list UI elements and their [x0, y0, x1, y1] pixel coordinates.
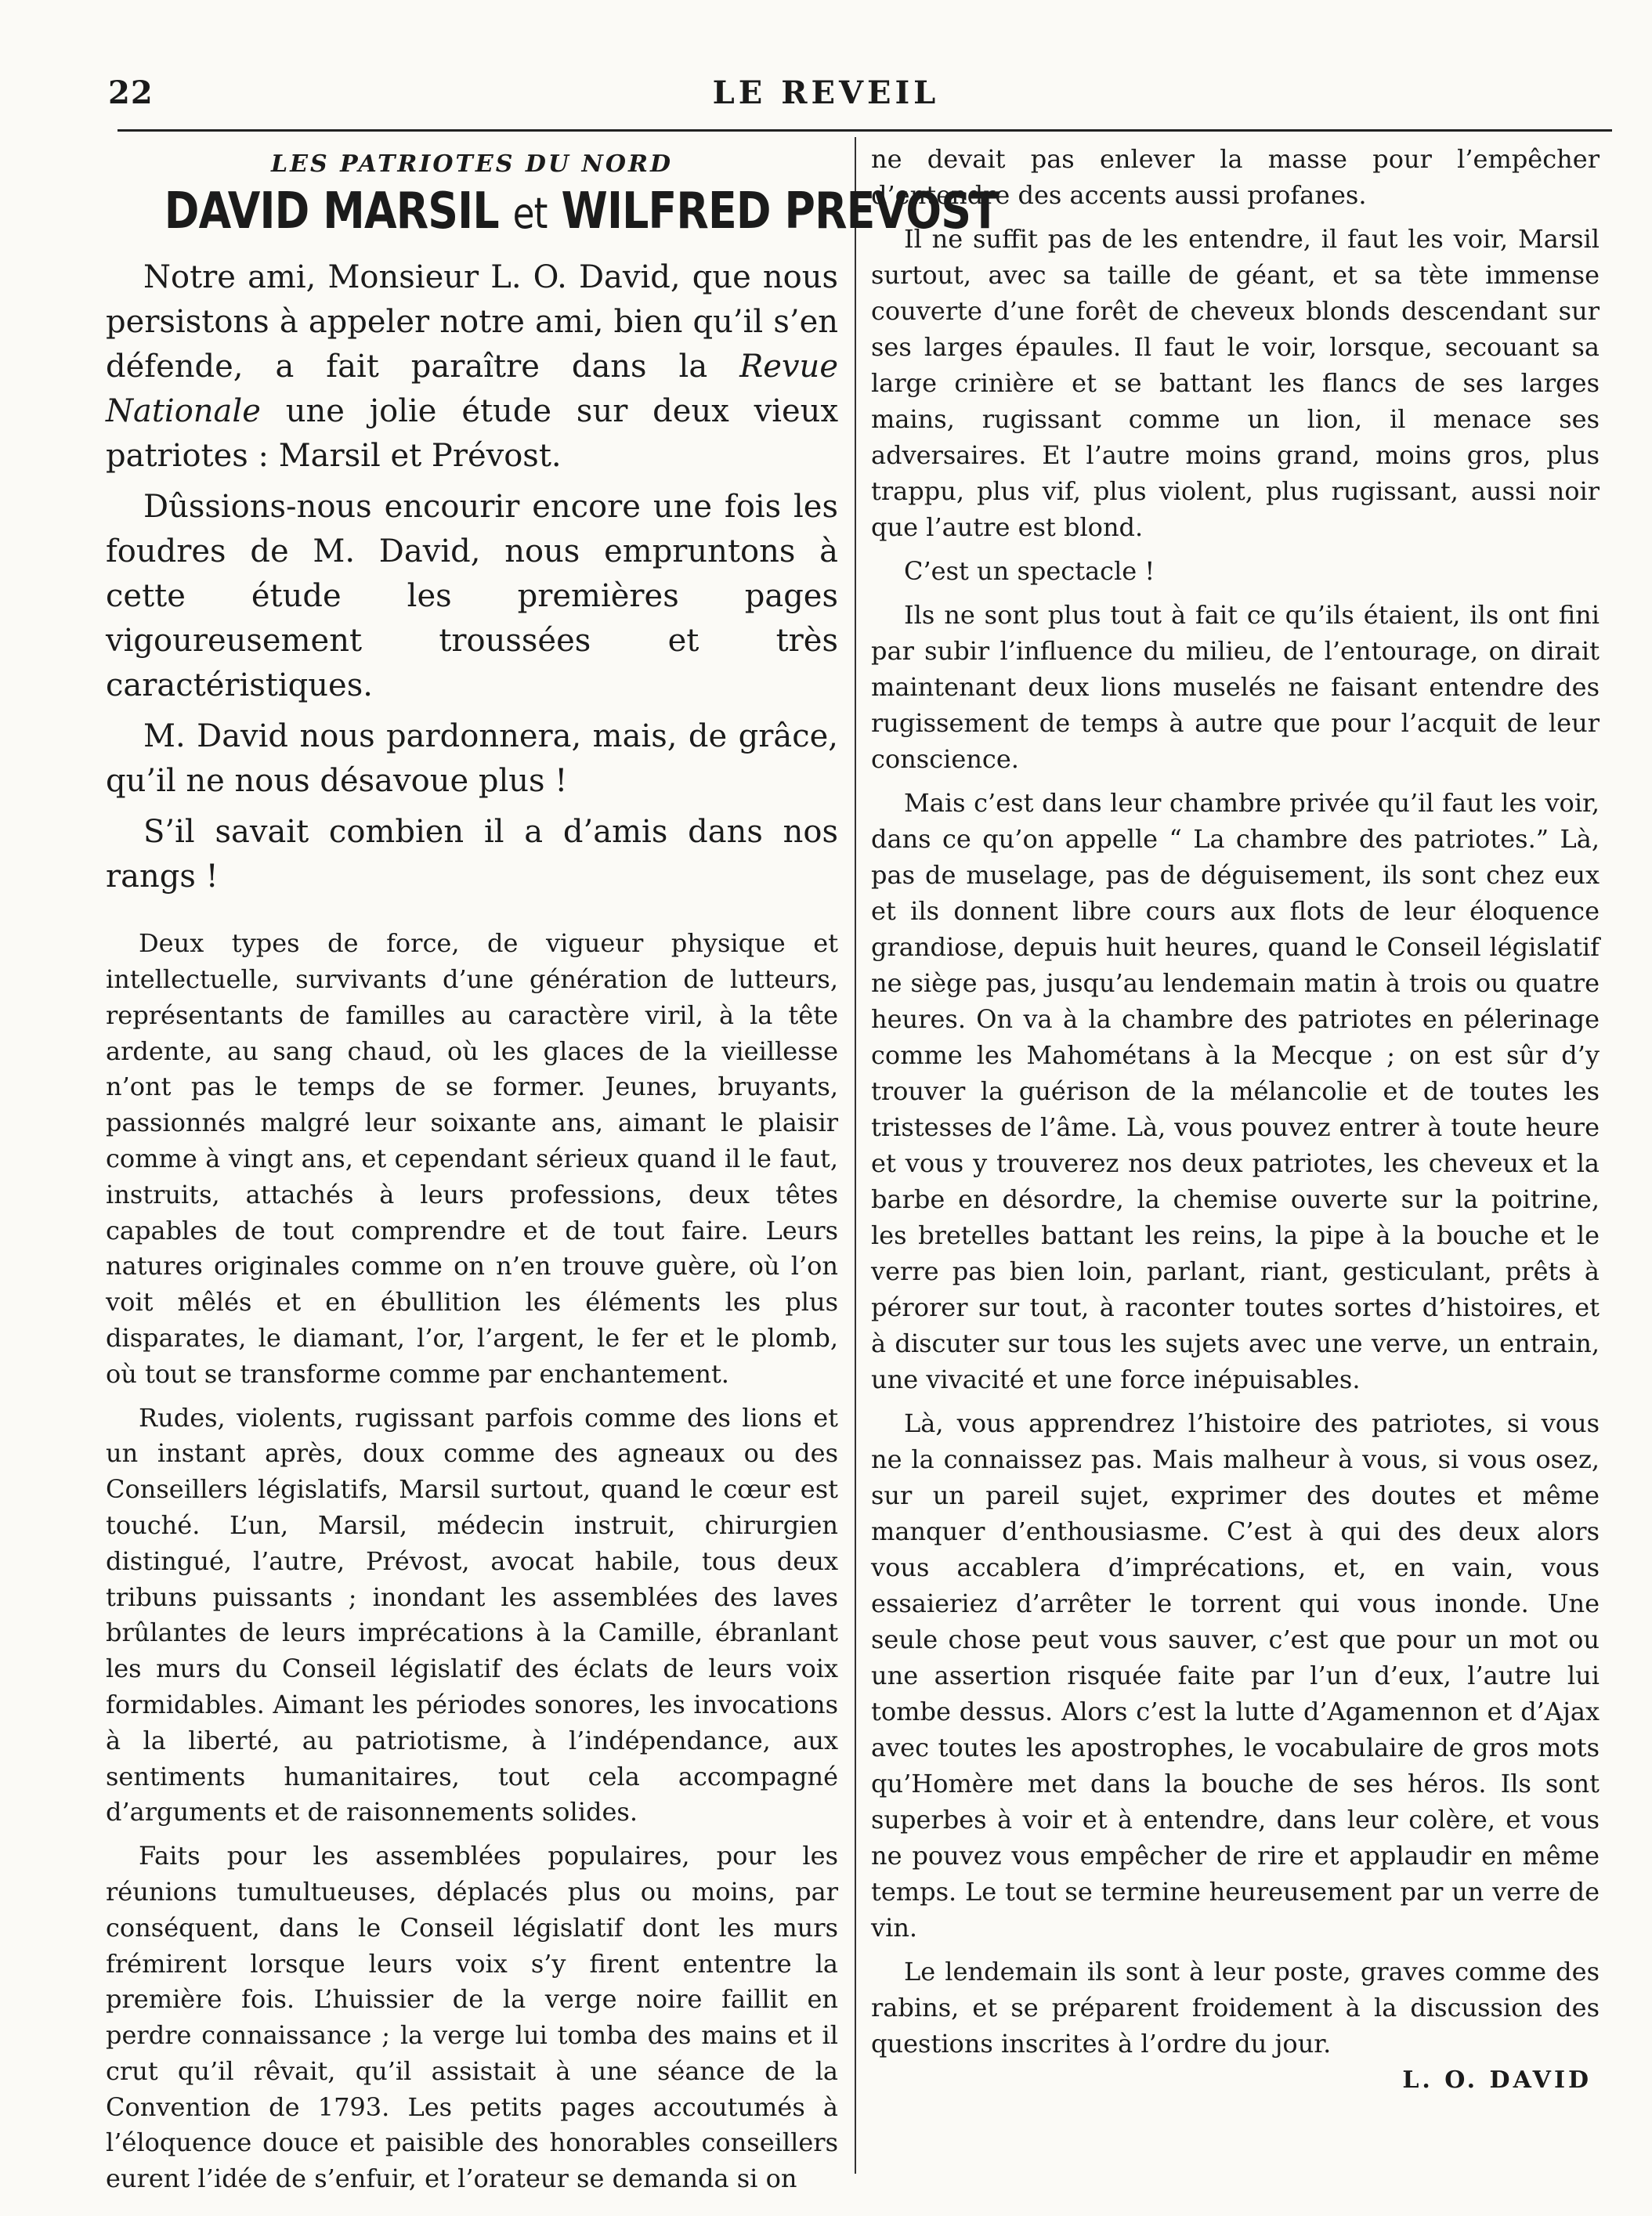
left-column: [106, 141, 999, 2205]
body-paragraph: Là, vous apprendrez l’histoire des patriotes, si vous ne la connaissez pas. Mais malheur à vous, si vous osez, sur un pareil sujet, exprimer des doutes et même manquer d’enthousiasme. C’est à qui des deux alors vous accablera d’imprécations, et, en vain, vous essaieriez d’arrêter le torrent qui vous inonde. Une seule chose peut vous sauver, c’est que pour un mot ou une assertion risquée faite par l’un d’eux, l’autre lui tombe dessus. Alors c’est la lutte d’Agamennon et d’Ajax avec toutes les apostrophes, le vocabulaire de gros mots qu’Homère met dans la bouche de ses héros. Ils sont superbes à voir et à entendre, dans leur colère, et vous ne pouvez vous empêcher de rire et applaudir en même temps. Le tout se termine heureusement par un verre de vin.: [871, 1408, 1600, 1943]
right-body: [871, 141, 1600, 2062]
body-paragraph: Rudes, violents, rugissant parfois comme des lions et un instant après, doux comme des agneaux ou des Conseillers législatifs, Marsil surtout, quand le cœur est touché. L’un, Marsil, médecin instruit, chirurgien distingué, l’autre, Prévost, avocat habile, tous deux tribuns puissants ; inondant les assemblées des laves brûlantes de leurs imprécations à la Camille, ébranlant les murs du Conseil législatif des éclats de leurs voix formidables. Aimant les périodes sonores, les invocations à la liberté, au patriotisme, à l’indépendance, aux sentiments humanitaires, tout cela accompagné d’arguments et de raisonnements solides.: [106, 1402, 838, 1827]
article-kicker: LES PATRIOTES DU NORD: [271, 150, 673, 178]
article-title: [164, 183, 999, 240]
header-rule: [117, 129, 1612, 132]
body-paragraph: Il ne suffit pas de les entendre, il faut les voir, Marsil surtout, avec sa taille de géant, et sa tète immense couverte d’une forêt de cheveux blonds descendant sur ses larges épaules. Il faut le voir, lorsque, secouant sa large crinière et se battant les flancs de ses larges mains, rugissant comme un lion, il menace ses adversaires. Et l’autre moins grand, moins gros, plus trappu, plus vif, plus violent, plus rugissant, aussi noir que l’autre est blond.: [871, 224, 1600, 542]
body-paragraph: C’est un spectacle !: [904, 556, 1155, 586]
running-head: LE REVEIL: [712, 74, 940, 111]
title-conjunction: et: [512, 189, 548, 238]
column-divider: [855, 137, 856, 2174]
page-number: 22: [108, 74, 154, 111]
body-paragraph: Deux types de force, de vigueur physique et intellectuelle, survivants d’une génération de lutteurs, représentants de familles au caractère viril, à la tête ardente, au sang chaud, où les glaces de la vieillesse n’ont pas le temps de se former. Jeunes, bruyants, passionnés malgré leur soixante ans, aimant le plaisir comme à vingt ans, et cependant sérieux quand il le faut, instruits, attachés à leurs professions, deux têtes capables de tout comprendre et de tout faire. Leurs natures originales comme on n’en trouve guère, où l’on voit mêlés et en ébullition les éléments les plus disparates, le diamant, l’or, l’argent, le fer et le plomb, où tout se transforme comme par enchantement.: [106, 928, 838, 1389]
revue-nationale-italic: Revue Nationale: [106, 349, 838, 430]
right-column: [871, 141, 1600, 2094]
lead-paragraph: M. David nous pardonnera, mais, de grâce, qu’il ne nous désavoue plus !: [106, 718, 838, 800]
title-part-2: WILFRED PREVOST: [561, 183, 999, 240]
article-lead: [106, 255, 838, 899]
lead-paragraph: S’il savait combien il a d’amis dans nos rangs !: [106, 814, 838, 895]
title-part-1: DAVID MARSIL: [164, 183, 499, 240]
body-paragraph: Ils ne sont plus tout à fait ce qu’ils étaient, ils ont fini par subir l’influence du milieu, de l’entourage, on dirait maintenant deux lions muselés ne faisant entendre des rugissement de temps à autre que pour l’acquit de leur conscience.: [871, 600, 1600, 774]
body-paragraph: Faits pour les assemblées populaires, pour les réunions tumultueuses, déplacés plus ou moins, par conséquent, dans le Conseil législatif dont les murs frémirent lorsque leurs voix s’y firent ententre la première fois. L’huissier de la verge noire faillit en perdre connaissance ; la verge lui tomba des mains et il crut qu’il rêvait, qu’il assistait à une séance de la Convention de 1793. Les petits pages accoutumés à l’éloquence douce et paisible des honorables conseillers eurent l’idée de s’enfuir, et l’orateur se demanda si on: [106, 1841, 838, 2194]
author-signature: L. O. DAVID: [1402, 2066, 1592, 2094]
body-paragraph: Mais c’est dans leur chambre privée qu’il faut les voir, dans ce qu’on appelle “ La chambre des patriotes.” Là, pas de muselage, pas de déguisement, ils sont chez eux et ils donnent libre cours aux flots de leur éloquence grandiose, depuis huit heures, quand le Conseil législatif ne siège pas, jusqu’au lendemain matin à trois ou quatre heures. On va à la chambre des patriotes en pélerinage comme les Mahométans à la Mecque ; on est sûr d’y trouver la guérison de la mélancolie et de toutes les tristesses de l’âme. Là, vous pouvez entrer à toute heure et vous y trouverez nos deux patriotes, les cheveux et la barbe en désordre, la chemise ouverte sur la poitrine, les bretelles battant les reins, la pipe à la bouche et le verre pas bien loin, parlant, riant, gesticulant, prêts à pérorer sur tout, à raconter toutes sortes d’histoires, et à discuter sur tous les sujets avec une verve, un entrain, une vivacité et une force inépuisables.: [871, 788, 1600, 1394]
body-paragraph: Le lendemain ils sont à leur poste, graves comme des rabins, et se préparent froidement à la discussion des questions inscrites à l’ordre du jour.: [871, 1957, 1600, 2059]
lead-paragraph: Notre ami, Monsieur L. O. David, que nous persistons à appeler notre ami, bien qu’il s’en défende, a fait paraître dans la Revue Nationale une jolie étude sur deux vieux patriotes : Marsil et Prévost.: [106, 259, 838, 475]
lead-paragraph: Dûssions-nous encourir encore une fois les foudres de M. David, nous empruntons à cette étude les premières pages vigoureusement troussées et très caractéristiques.: [106, 489, 838, 704]
body-paragraph: ne devait pas enlever la masse pour l’empêcher d’entendre des accents aussi profanes.: [871, 144, 1600, 210]
left-body: [106, 926, 838, 2197]
